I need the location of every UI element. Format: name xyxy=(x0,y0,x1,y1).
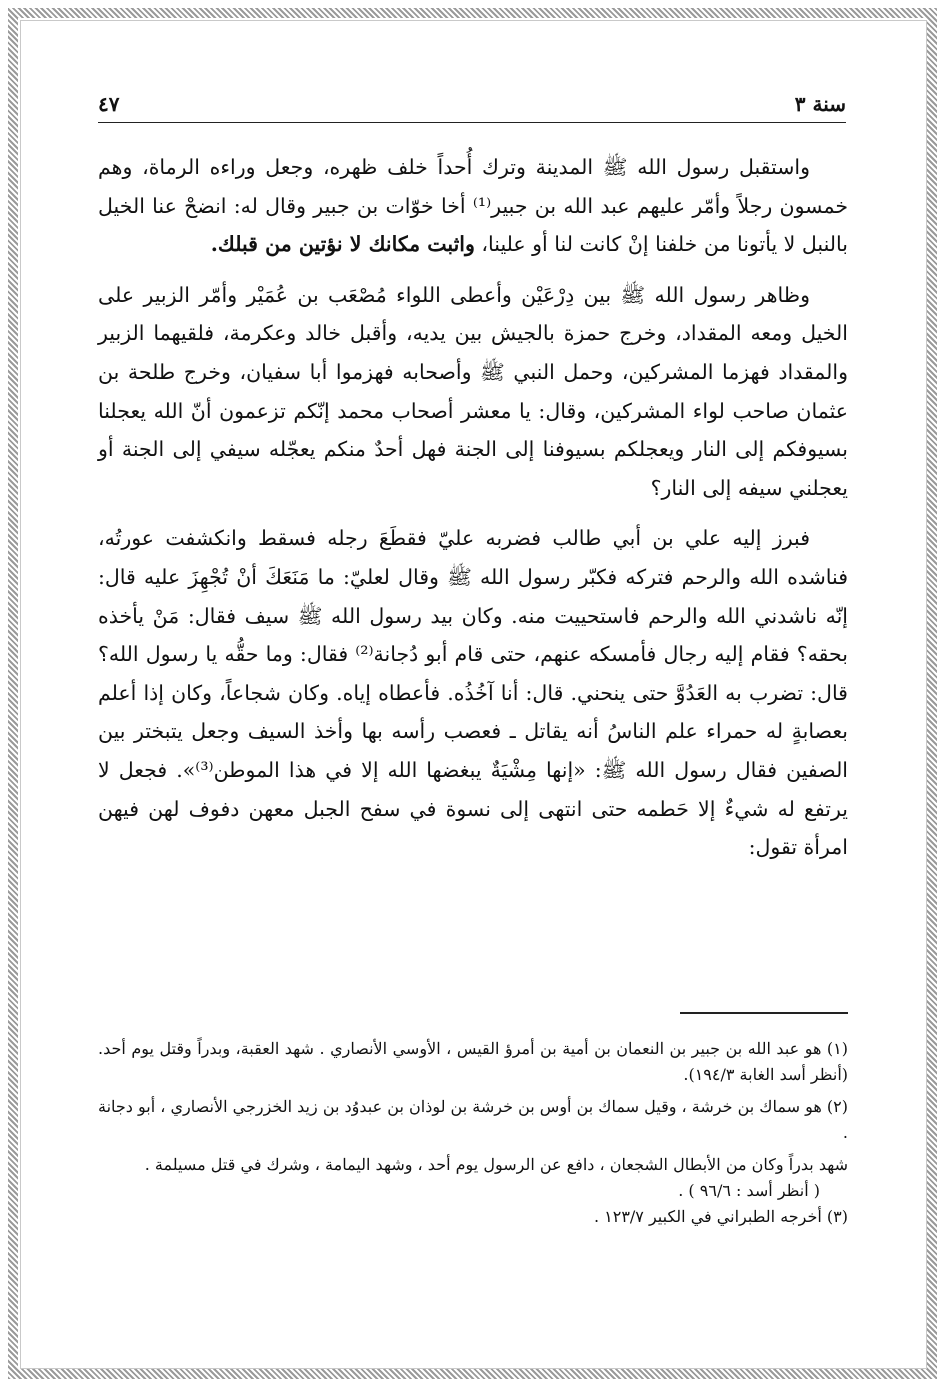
footnotes xyxy=(98,1036,848,1230)
paragraph-3 xyxy=(98,519,848,866)
footnote-3: (٣) أخرجه الطبراني في الكبير ١٢٣/٧ . xyxy=(593,1207,848,1226)
page-header xyxy=(98,92,846,126)
footnote-1: (١) هو عبد الله بن جبير بن النعمان بن أمية بن أمرؤ القيس ، الأوسي الأنصاري . شهد العقبة، وبدراً وقتل يوم أحد. (أنظر أسد الغابة ١٩٤/٣). xyxy=(98,1039,848,1084)
paragraph-3-text: فبرز إليه علي بن أبي طالب فضربه عليّ فقطَعَ رجله فسقط وانكشفت عورتُه، فناشده الله والرحم فتركه فكبّر رسول الله ﷺ وقال لعليّ: ما مَنَعَكَ أنْ تُجْهِزَ عليه قال: إنّه ناشدني الله والرحم فاستحييت منه. وكان بيد رسول الله ﷺ سيف فقال: مَنْ يأخذه بحقه؟ فقام إليه رجال فأمسكه عنهم، حتى قام أبو دُجانة⁽²⁾ فقال: وما حقُّه يا رسول الله؟ قال: تضرب به العَدُوَّ حتى ينحني. قال: أنا آخُذُه. فأعطاه إياه. وكان شجاعاً، وكان إذا أعلم بعصابةٍ له حمراء علم الناسُ أنه يقاتل ـ فعصب رأسه بها وأخذ السيف وجعل يتبختر بين الصفين فقال رسول الله ﷺ: «إنها مِشْيَةٌ يبغضها الله إلا في هذا الموطن⁽³⁾». فجعل لا يرتفع له شيءٌ إلا حَطمه حتى انتهى إلى نسوة في سفح الجبل معهن دفوف لهن فيهن امرأة تقول: xyxy=(98,526,849,860)
paragraph-1-text: واستقبل رسول الله ﷺ المدينة وترك أُحداً خلف ظهره، وجعل وراءه الرماة، وهم خمسون رجلاً وأمّر عليهم عبد الله بن جبير⁽¹⁾ أخا خوّات بن جبير وقال له: انضحْ عنا الخيل بالنبل لا يأتونا من خلفنا إنْ كانت لنا أو علينا، xyxy=(98,155,848,257)
paragraph-1 xyxy=(98,148,848,264)
footnote-2-reference: ( أنظر أسد : ٩٦/٦ ) . xyxy=(678,1181,820,1200)
footnote-2-continued: شهد بدراً وكان من الأبطال الشجعان ، دافع عن الرسول يوم أحد ، وشهد اليمامة ، وشرك في قتل مسيلمة . xyxy=(144,1155,848,1174)
main-text xyxy=(98,148,848,867)
paragraph-2 xyxy=(98,276,848,508)
header-rule xyxy=(98,122,846,123)
page-number: ٤٧ xyxy=(98,92,120,116)
running-title: سنة ٣ xyxy=(794,92,846,116)
footnote-2: (٢) هو سماك بن خرشة ، وقيل سماك بن أوس بن خرشة بن لوذان بن عبدوُد بن زيد الخزرجي الأنصاري ، أبو دجانة . xyxy=(98,1097,848,1142)
paragraph-2-text: وظاهر رسول الله ﷺ بين دِرْعَيْن وأعطى اللواء مُصْعَب بن عُمَيْر وأمّر الزبير على الخيل ومعه المقداد، وخرج حمزة بالجيش بين يديه، وأقبل خالد وعكرمة، فلقيهما الزبير والمقداد فهزما المشركين، وحمل النبي ﷺ وأصحابه فهزموا أبا سفيان، وخرج طلحة بن عثمان صاحب لواء المشركين، وقال: يا معشر أصحاب محمد إنّكم تزعمون أنّ الله يعجلنا بسيوفكم إلى النار ويعجلكم بسيوفنا إلى الجنة فهل أحدٌ منكم يعجّله سيفي إلى الجنة أو يعجلني سيفه إلى النار؟ xyxy=(98,282,848,500)
footnote-separator xyxy=(680,1012,848,1014)
paragraph-1-emphasis: واثبت مكانك لا نؤتين من قبلك. xyxy=(210,232,475,257)
